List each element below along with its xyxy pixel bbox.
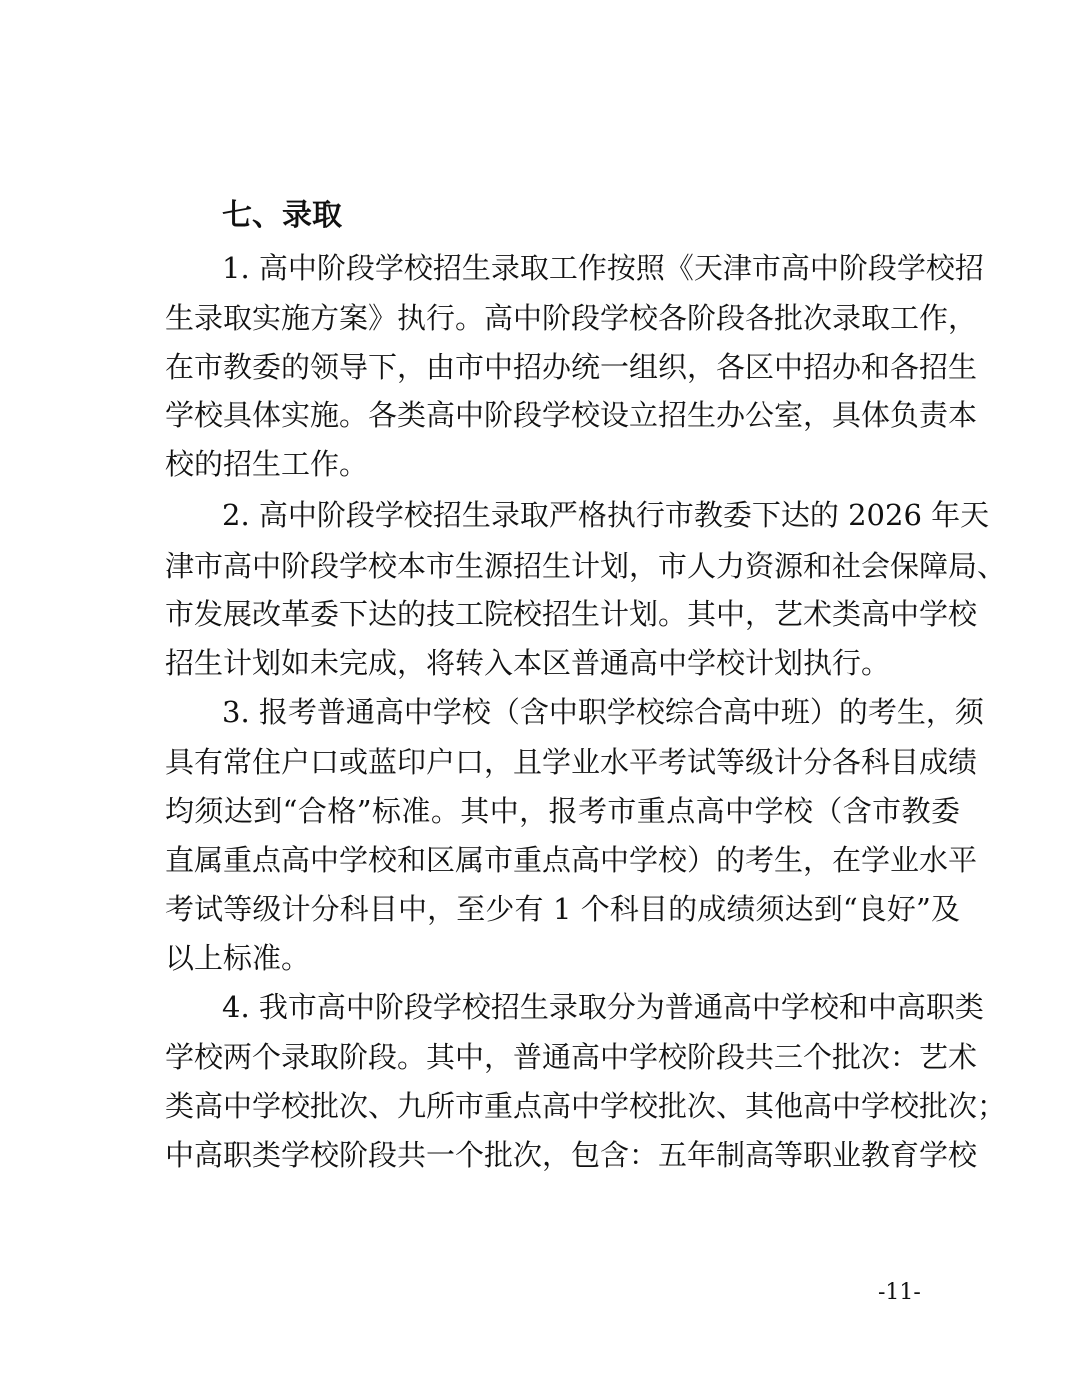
paragraph-2-line-1: 2. 高中阶段学校招生录取严格执行市教委下达的 2026 年天 [222, 498, 990, 532]
paragraph-1-line-2: 生录取实施方案》执行。高中阶段学校各阶段各批次录取工作， [165, 301, 978, 335]
section-heading: 七、录取 [222, 198, 342, 233]
paragraph-1-line-3: 在市教委的领导下，由市中招办统一组织，各区中招办和各招生 [165, 350, 978, 384]
paragraph-4-line-1: 4. 我市高中阶段学校招生录取分为普通高中学校和中高职类 [222, 990, 984, 1024]
paragraph-3-line-3: 均须达到“合格”标准。其中，报考市重点高中学校（含市教委 [165, 794, 960, 828]
paragraph-1-line-4: 学校具体实施。各类高中阶段学校设立招生办公室，具体负责本 [165, 398, 978, 432]
paragraph-4-line-3: 类高中学校批次、九所市重点高中学校批次、其他高中学校批次； [165, 1089, 1007, 1123]
paragraph-1-line-1: 1. 高中阶段学校招生录取工作按照《天津市高中阶段学校招 [222, 251, 984, 285]
paragraph-2-line-3: 市发展改革委下达的技工院校招生计划。其中，艺术类高中学校 [165, 597, 978, 631]
page-number: -11- [878, 1280, 921, 1305]
paragraph-3-line-4: 直属重点高中学校和区属市重点高中学校）的考生，在学业水平 [165, 843, 978, 877]
paragraph-3-line-5: 考试等级计分科目中，至少有 1 个科目的成绩须达到“良好”及 [165, 892, 960, 926]
paragraph-3-line-2: 具有常住户口或蓝印户口，且学业水平考试等级计分各科目成绩 [165, 745, 978, 779]
paragraph-3-line-1: 3. 报考普通高中学校（含中职学校综合高中班）的考生，须 [222, 695, 984, 729]
paragraph-3-line-6: 以上标准。 [165, 941, 311, 975]
paragraph-1-line-5: 校的招生工作。 [165, 447, 369, 481]
paragraph-4-line-4: 中高职类学校阶段共一个批次，包含：五年制高等职业教育学校 [165, 1138, 978, 1172]
paragraph-4-line-2: 学校两个录取阶段。其中，普通高中学校阶段共三个批次：艺术 [165, 1040, 978, 1074]
paragraph-2-line-2: 津市高中阶段学校本市生源招生计划，市人力资源和社会保障局、 [165, 549, 1007, 583]
paragraph-2-line-4: 招生计划如未完成，将转入本区普通高中学校计划执行。 [165, 646, 891, 680]
